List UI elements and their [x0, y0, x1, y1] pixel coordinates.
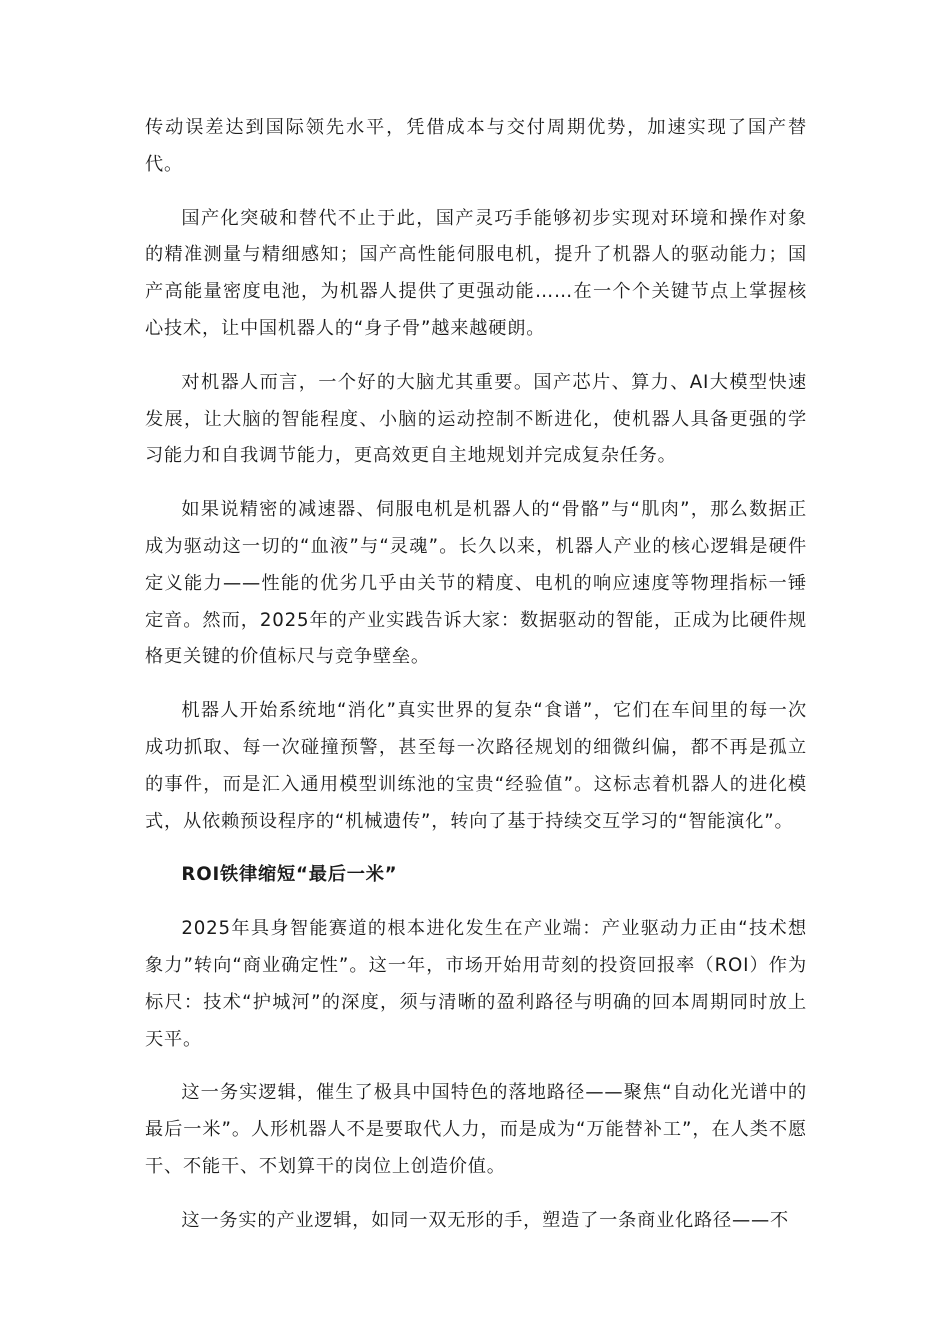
paragraph-5: 机器人开始系统地“消化”真实世界的复杂“食谱”，它们在车间里的每一次成功抓取、每一次碰撞预警，甚至每一次路径规划的细微纠偏，都不再是孤立的事件，而是汇入通用模型训练池的宝贵“经验值”。这标志着机器人的进化模式，从依赖预设程序的“机械遗传”，转向了基于持续交互学习的“智能演化”。: [145, 700, 807, 832]
section-heading: ROI铁律缩短“最后一米”: [181, 864, 398, 886]
document-body: [145, 110, 807, 1257]
paragraph-8: 这一务实的产业逻辑，如同一双无形的手，塑造了一条商业化路径——不: [181, 1209, 789, 1231]
paragraph-3: 对机器人而言，一个好的大脑尤其重要。国产芯片、算力、AI大模型快速发展，让大脑的智能程度、小脑的运动控制不断进化，使机器人具备更强的学习能力和自我调节能力，更高效更自主地规划并完成复杂任务。: [145, 371, 807, 467]
paragraph-6: 2025年具身智能赛道的根本进化发生在产业端：产业驱动力正由“技术想象力”转向“商业确定性”。这一年，市场开始用苛刻的投资回报率（ROI）作为标尺：技术“护城河”的深度，须与清晰的盈利路径与明确的回本周期同时放上天平。: [145, 918, 807, 1050]
paragraph-1: 传动误差达到国际领先水平，凭借成本与交付周期优势，加速实现了国产替代。: [145, 117, 807, 175]
paragraph-7: 这一务实逻辑，催生了极具中国特色的落地路径——聚焦“自动化光谱中的最后一米”。人形机器人不是要取代人力，而是成为“万能替补工”，在人类不愿干、不能干、不划算干的岗位上创造价值。: [145, 1082, 807, 1177]
paragraph-2: 国产化突破和替代不止于此，国产灵巧手能够初步实现对环境和操作对象的精准测量与精细感知；国产高性能伺服电机，提升了机器人的驱动能力；国产高能量密度电池，为机器人提供了更强动能……在一个个关键节点上掌握核心技术，让中国机器人的“身子骨”越来越硬朗。: [145, 207, 807, 339]
paragraph-4: 如果说精密的减速器、伺服电机是机器人的“骨骼”与“肌肉”，那么数据正成为驱动这一切的“血液”与“灵魂”。长久以来，机器人产业的核心逻辑是硬件定义能力——性能的优劣几乎由关节的精度、电机的响应速度等物理指标一锤定音。然而，2025年的产业实践告诉大家：数据驱动的智能，正成为比硬件规格更关键的价值标尺与竞争壁垒。: [145, 499, 807, 668]
